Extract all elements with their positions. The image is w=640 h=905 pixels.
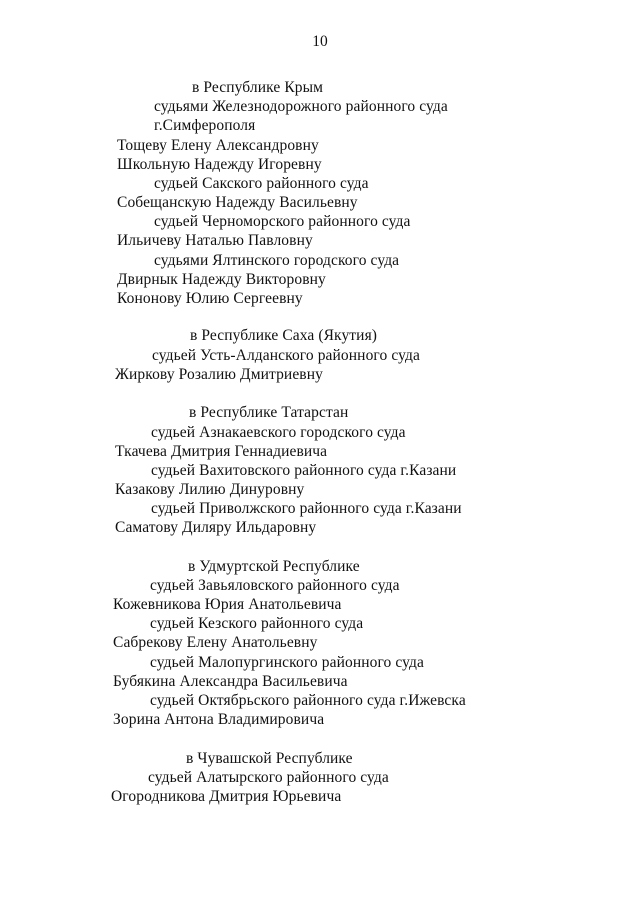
judge-name: Ткачева Дмитрия Геннадиевича [115, 443, 328, 460]
court-line: судьей Черноморского районного суда [154, 213, 411, 230]
judge-name: Кожевникова Юрия Анатольевича [113, 596, 342, 613]
court-line: судьей Завьяловского районного суда [150, 577, 400, 594]
court-line: судьей Малопургинского районного суда [150, 654, 424, 671]
court-line: судьей Алатырского районного суда [148, 769, 389, 786]
region-heading: в Республике Крым [192, 79, 324, 96]
judge-name: Казакову Лилию Динуровну [115, 481, 305, 498]
judge-name: Бубякина Александра Васильевича [113, 673, 348, 690]
judge-name: Собещанскую Надежду Васильевну [117, 194, 358, 211]
judge-name: Зорина Антона Владимировича [113, 711, 325, 728]
court-line: судьей Азнакаевского городского суда [151, 424, 406, 441]
judge-name: Сабрекову Елену Анатольевну [113, 634, 318, 651]
court-line: г.Симферополя [154, 117, 256, 134]
judge-name: Огородникова Дмитрия Юрьевича [111, 788, 342, 805]
court-line: судьей Сакского районного суда [154, 175, 369, 192]
judge-name: Тощеву Елену Александровну [117, 137, 319, 154]
court-line: судьей Октябрьского районного суда г.Ижевска [150, 692, 466, 709]
region-heading: в Республике Татарстан [189, 404, 349, 421]
court-line: судьями Железнодорожного районного суда [154, 98, 448, 115]
judge-name: Жиркову Розалию Дмитриевну [115, 366, 323, 383]
judge-name: Саматову Диляру Ильдаровну [115, 519, 317, 536]
region-heading: в Удмуртской Республике [188, 558, 360, 575]
court-line: судьей Усть-Алданского районного суда [152, 347, 420, 364]
court-line: судьей Вахитовского районного суда г.Казани [151, 462, 457, 479]
court-line: судьями Ялтинского городского суда [154, 252, 400, 269]
judge-name: Кононову Юлию Сергеевну [117, 290, 303, 307]
court-line: судьей Кезского районного суда [150, 615, 364, 632]
judge-name: Школьную Надежду Игоревну [117, 156, 322, 173]
court-line: судьей Приволжского районного суда г.Казани [151, 500, 462, 517]
judge-name: Двирнык Надежду Викторовну [117, 271, 326, 288]
region-heading: в Республике Саха (Якутия) [190, 327, 378, 344]
page-number: 10 [312, 33, 328, 50]
region-heading: в Чувашской Республике [186, 750, 353, 767]
judge-name: Ильичеву Наталью Павловну [117, 232, 313, 249]
